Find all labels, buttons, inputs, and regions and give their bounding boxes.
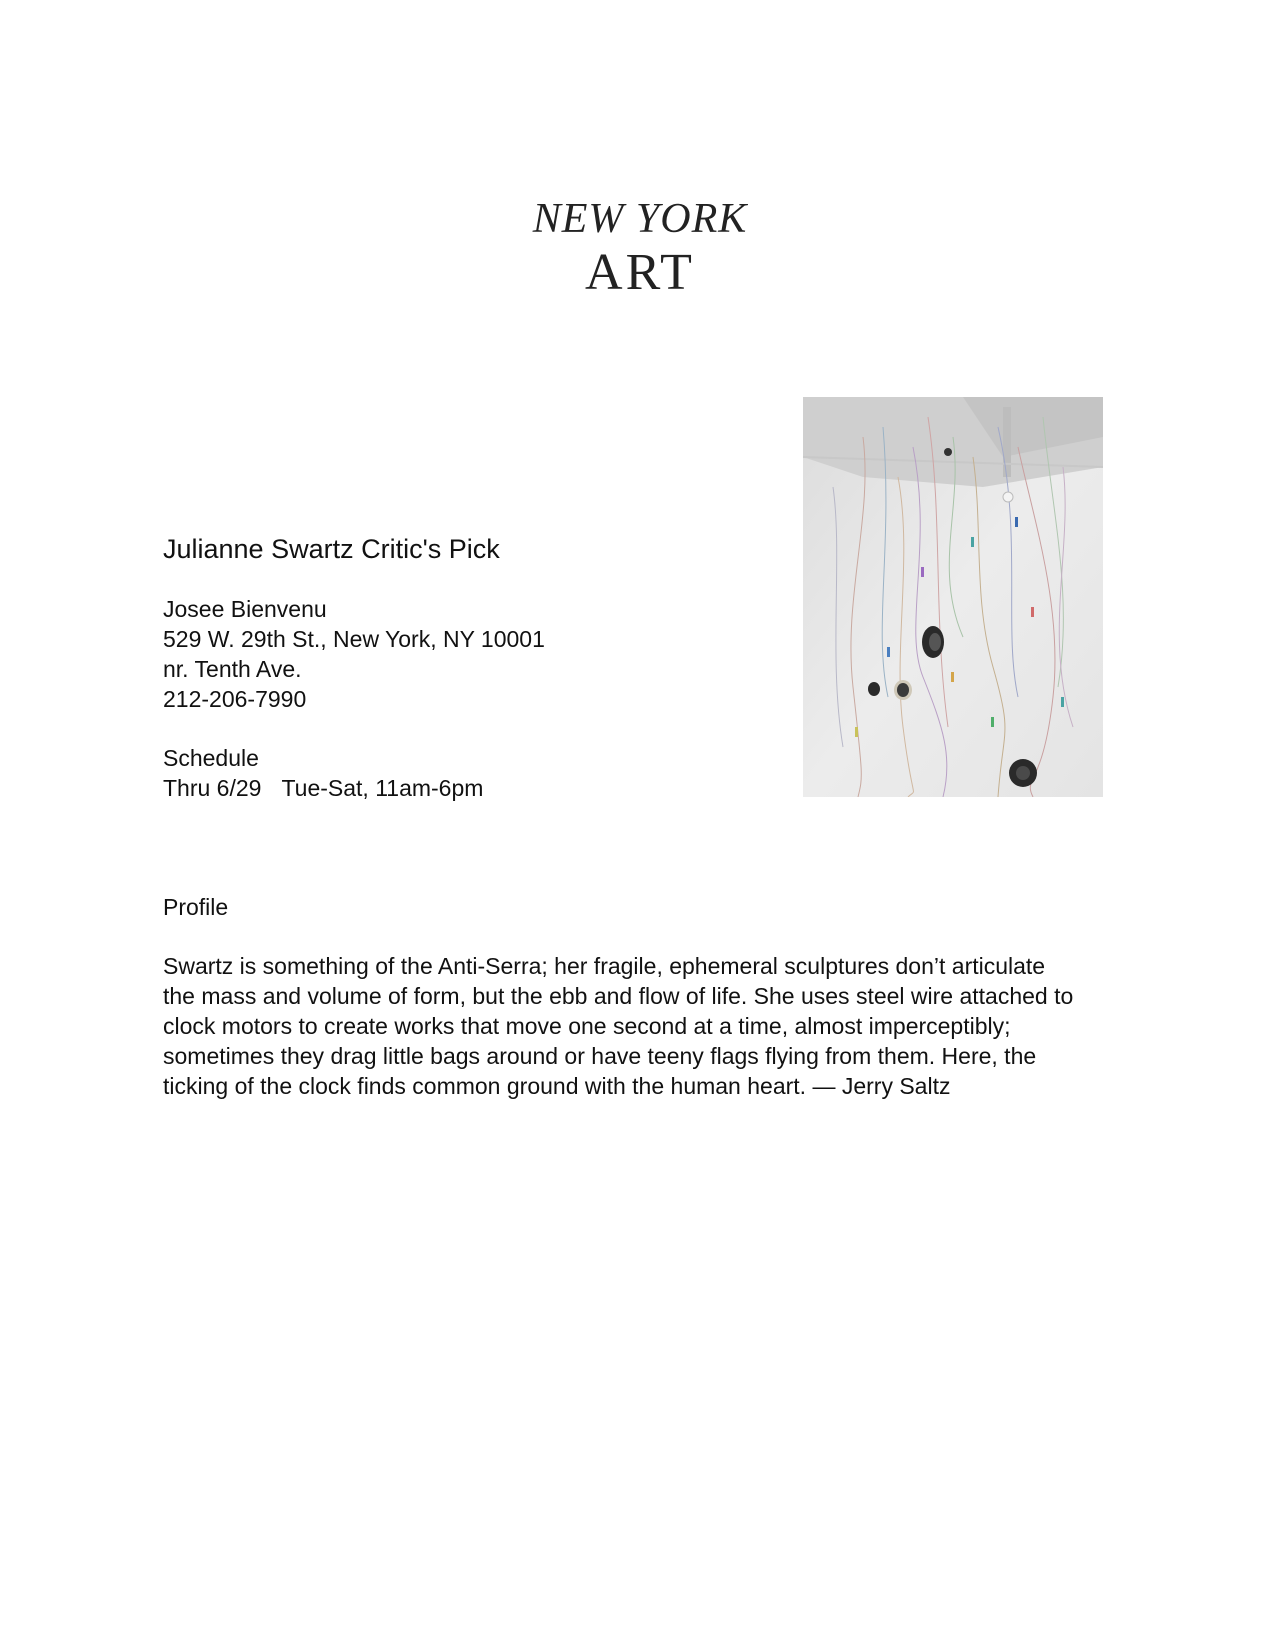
schedule-label: Schedule bbox=[163, 745, 259, 771]
venue-address: 529 W. 29th St., New York, NY 10001 bbox=[163, 626, 545, 652]
masthead-line-new-york: NEW YORK bbox=[532, 196, 748, 242]
masthead-line-art: ART bbox=[585, 244, 695, 301]
article-title: Julianne Swartz Critic's Pick bbox=[163, 534, 500, 564]
profile-line: Swartz is something of the Anti-Serra; her fragile, ephemeral sculptures don’t articulate bbox=[163, 953, 1046, 979]
profile-line: sometimes they drag little bags around or have teeny flags flying from them. Here, the bbox=[163, 1043, 1037, 1069]
schedule-line bbox=[163, 773, 483, 803]
profile-line: ticking of the clock finds common ground with the human heart. — Jerry Saltz bbox=[163, 1073, 951, 1099]
profile-body bbox=[163, 951, 1153, 1101]
schedule-dates: Thru 6/29 bbox=[163, 775, 262, 801]
venue-cross-street: nr. Tenth Ave. bbox=[163, 656, 302, 682]
artwork-photo bbox=[803, 397, 1103, 797]
schedule-hours: Tue-Sat, 11am-6pm bbox=[281, 775, 484, 801]
masthead-logo bbox=[530, 195, 750, 301]
profile-line: the mass and volume of form, but the ebb and flow of life. She uses steel wire attached to bbox=[163, 983, 1074, 1009]
venue-info bbox=[163, 594, 545, 714]
profile-line: clock motors to create works that move one second at a time, almost imperceptibly; bbox=[163, 1013, 1011, 1039]
schedule-block bbox=[163, 743, 483, 803]
venue-name: Josee Bienvenu bbox=[163, 596, 327, 622]
profile-label: Profile bbox=[163, 894, 229, 920]
venue-phone: 212-206-7990 bbox=[163, 686, 307, 712]
